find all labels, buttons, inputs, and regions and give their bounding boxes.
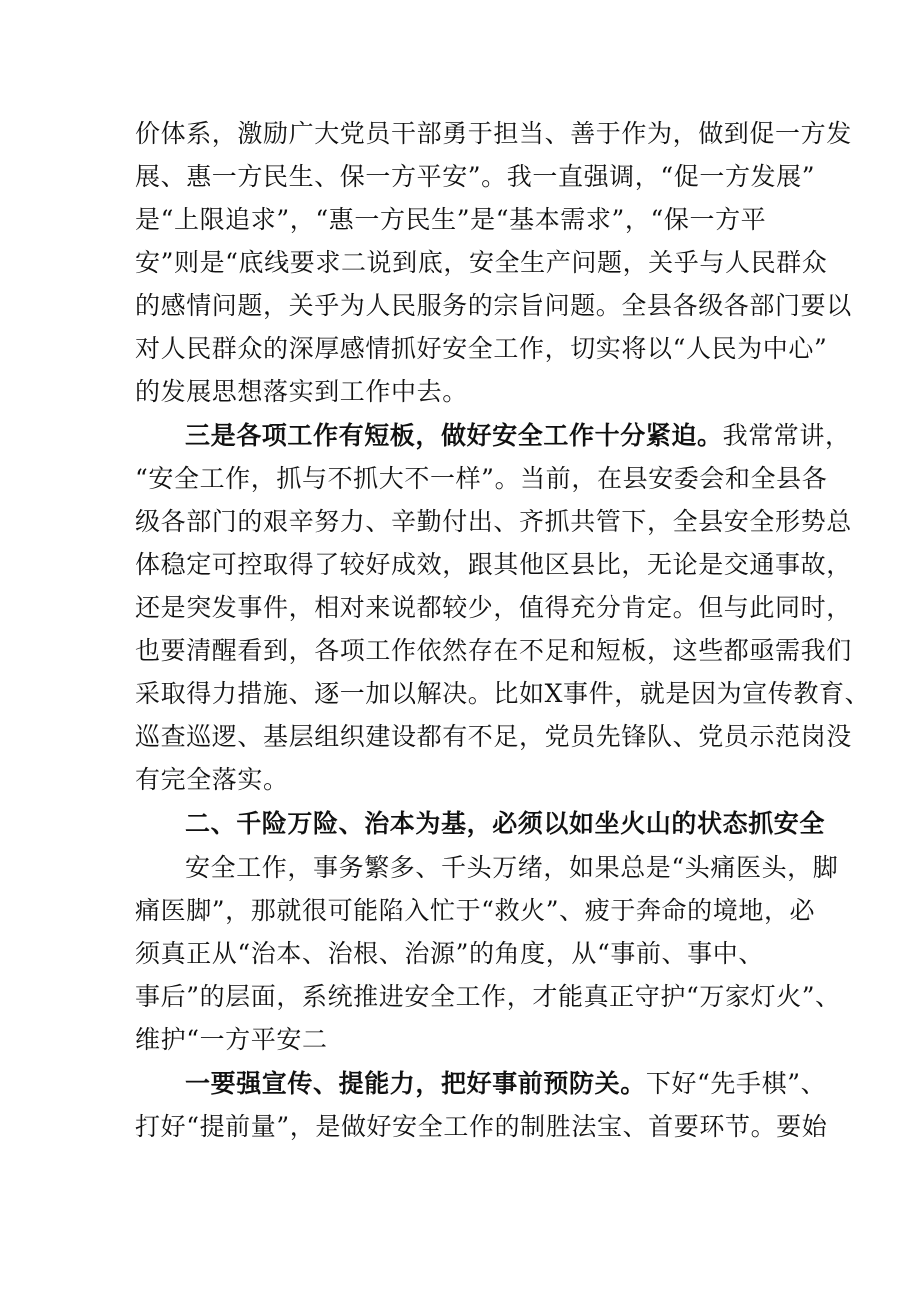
bold-lead-sentence: 三是各项工作有短板，做好安全工作十分紧迫。 — [185, 421, 723, 450]
paragraph-line: 事后”的层面，系统推进安全工作，才能真正守护“万家灯火”、 — [135, 982, 841, 1011]
paragraph-line: 痛医脚”，那就很可能陷入忙于“救火”、疲于奔命的境地，必 — [135, 896, 816, 925]
paragraph-line: 有完全落实。 — [135, 765, 289, 794]
paragraph-lead-line — [185, 1064, 826, 1104]
paragraph-line: 级各部门的艰辛努力、辛勤付出、齐抓共管下，全县安全形势总 — [135, 507, 852, 536]
paragraph-line: 巡查巡逻、基层组织建设都有不足，党员先锋队、党员示范岗没 — [135, 722, 852, 751]
paragraph-line: “安全工作，抓与不抓大不一样”。当前，在县安委会和全县各 — [135, 464, 828, 493]
lead-rest: 下好“先手棋”、 — [645, 1069, 827, 1098]
paragraph-line: 是“上限追求”，“惠一方民生”是“基本需求”，“保一方平 — [135, 205, 767, 234]
lead-rest: 我常常讲， — [722, 421, 851, 450]
paragraph-line: 也要清醒看到，各项工作依然存在不足和短板，这些都亟需我们 — [135, 636, 852, 665]
section-heading: 二、千险万险、治本为基，必须以如坐火山的状态抓安全 — [185, 809, 826, 838]
paragraph-line: 展、惠一方民生、保一方平安”。我一直强调，“促一方发展” — [135, 162, 816, 191]
paragraph-line: 维护“一方平安二 — [135, 1025, 328, 1054]
paragraph-line: 体稳定可控取得了较好成效，跟其他区县比，无论是交通事故， — [135, 550, 852, 579]
bold-lead-sentence: 一要强宣传、提能力，把好事前预防关。 — [185, 1069, 646, 1098]
paragraph-lead-line — [185, 416, 851, 456]
paragraph-line: 价体系，激励广大党员干部勇于担当、善于作为，做到促一方发 — [135, 119, 852, 148]
paragraph-line: 安”则是“底线要求二说到底，安全生产问题，关乎与人民群众 — [135, 248, 828, 277]
paragraph-line: 安全工作，事务繁多、千头万绪，如果总是“头痛医头，脚 — [185, 853, 839, 882]
paragraph-line: 打好“提前量”，是做好安全工作的制胜法宝、首要环节。要始 — [135, 1112, 828, 1141]
paragraph-line: 须真正从“治本、治根、治源”的角度，从“事前、事中、 — [135, 939, 764, 968]
paragraph-line: 的感情问题，关乎为人民服务的宗旨问题。全县各级各部门要以 — [135, 291, 852, 320]
paragraph-line: 还是突发事件，相对来说都较少，值得充分肯定。但与此同时， — [135, 593, 852, 622]
paragraph-line: 的发展思想落实到工作中去。 — [135, 377, 468, 406]
paragraph-line: 采取得力措施、逐一加以解决。比如X事件，就是因为宣传教育、 — [135, 679, 871, 708]
paragraph-line: 对人民群众的深厚感情抓好安全工作，切实将以“人民为中心” — [135, 334, 828, 363]
